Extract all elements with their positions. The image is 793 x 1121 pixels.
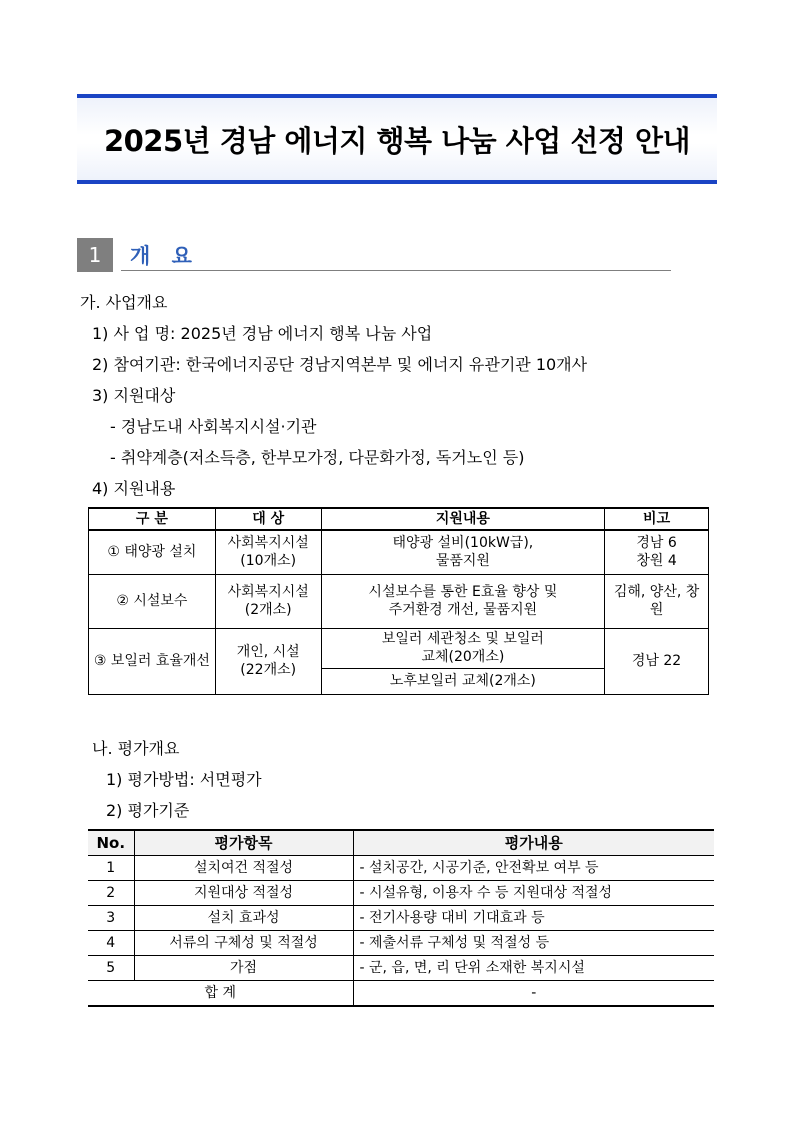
cell-line: 보일러 세관청소 및 보일러 — [381, 631, 544, 647]
overview-item-3b: - 취약계층(저소득층, 한부모가정, 다문화가정, 독거노인 등) — [110, 448, 525, 467]
section-title: 개 요 — [130, 244, 199, 268]
no-cell: 1 — [88, 856, 134, 881]
table-row — [88, 906, 714, 931]
cell-line: 주거환경 개선, 물품지원 — [388, 602, 538, 618]
target-cell — [215, 574, 321, 628]
overview-item-1: 1) 사 업 명: 2025년 경남 에너지 행복 나눔 사업 — [92, 324, 433, 343]
overview-item-4: 4) 지원내용 — [92, 479, 176, 498]
header-cell: No. — [88, 830, 134, 856]
content-cell: - 군, 읍, 면, 리 단위 소재한 복지시설 — [353, 956, 714, 981]
total-value: - — [353, 981, 714, 1007]
evaluation-table — [88, 829, 714, 1007]
cell-line: 경남 6 — [636, 535, 677, 552]
table-row — [88, 881, 714, 906]
item-cell: 가점 — [134, 956, 353, 981]
cell-line: 사회복지시설 — [227, 535, 309, 552]
header-cell: 평가항목 — [134, 830, 353, 856]
table-row — [89, 628, 709, 668]
target-cell — [215, 530, 321, 574]
content-cell — [321, 530, 605, 574]
table-header-row — [88, 830, 714, 856]
category-cell: ② 시설보수 — [89, 574, 216, 628]
evaluation-item-2: 2) 평가기준 — [106, 801, 190, 820]
overview-item-3a: - 경남도내 사회복지시설·기관 — [110, 417, 317, 436]
total-row — [88, 981, 714, 1007]
category-cell: ③ 보일러 효율개선 — [89, 628, 216, 694]
item-cell: 지원대상 적절성 — [134, 881, 353, 906]
table-row — [89, 574, 709, 628]
category-cell: ① 태양광 설치 — [89, 530, 216, 574]
total-label: 합 계 — [88, 981, 353, 1007]
content-cell: - 전기사용량 대비 기대효과 등 — [353, 906, 714, 931]
item-cell: 서류의 구체성 및 적절성 — [134, 931, 353, 956]
cell-line: 태양광 설비(10kW급), — [392, 535, 534, 552]
content-cell: - 설치공간, 시공기준, 안전확보 여부 등 — [353, 856, 714, 881]
content-cell: 노후보일러 교체(2개소) — [321, 668, 605, 694]
cell-line: 물품지원 — [435, 553, 490, 570]
table-row — [89, 530, 709, 574]
header-cell: 평가내용 — [353, 830, 714, 856]
item-cell: 설치여건 적절성 — [134, 856, 353, 881]
section-divider — [121, 270, 671, 271]
cell-line: (2개소) — [244, 602, 292, 618]
cell-line: 교체(20개소) — [421, 649, 505, 665]
cell-line: (10개소) — [240, 553, 297, 570]
table-row — [88, 931, 714, 956]
note-cell: 경남 22 — [605, 628, 709, 694]
evaluation-heading: 나. 평가개요 — [92, 739, 180, 758]
overview-heading: 가. 사업개요 — [80, 293, 168, 312]
content-cell — [321, 574, 605, 628]
cell-line: 사회복지시설 — [227, 584, 309, 600]
content-cell: - 제출서류 구체성 및 적절성 등 — [353, 931, 714, 956]
header-cell: 대 상 — [215, 508, 321, 530]
no-cell: 2 — [88, 881, 134, 906]
table-row — [88, 956, 714, 981]
overview-item-2: 2) 참여기관: 한국에너지공단 경남지역본부 및 에너지 유관기관 10개사 — [92, 355, 588, 374]
cell-line: 개인, 시설 — [236, 644, 300, 660]
title-banner — [77, 94, 717, 184]
header-cell: 구 분 — [89, 508, 216, 530]
target-cell — [215, 628, 321, 694]
evaluation-item-1: 1) 평가방법: 서면평가 — [106, 770, 262, 789]
header-cell: 비고 — [605, 508, 709, 530]
support-table — [88, 507, 709, 695]
cell-line: 시설보수를 통한 E효율 향상 및 — [368, 584, 558, 600]
no-cell: 4 — [88, 931, 134, 956]
cell-line: (22개소) — [240, 662, 297, 678]
cell-line: 창원 4 — [636, 553, 677, 570]
section-number: 1 — [77, 238, 113, 272]
note-cell: 김해, 양산, 창원 — [605, 574, 709, 628]
no-cell: 5 — [88, 956, 134, 981]
header-cell: 지원내용 — [321, 508, 605, 530]
content-cell — [321, 628, 605, 668]
item-cell: 설치 효과성 — [134, 906, 353, 931]
page-title: 2025년 경남 에너지 행복 나눔 사업 선정 안내 — [103, 123, 691, 158]
overview-item-3: 3) 지원대상 — [92, 386, 176, 405]
table-row — [88, 856, 714, 881]
note-cell — [605, 530, 709, 574]
table-header-row — [89, 508, 709, 530]
content-cell: - 시설유형, 이용자 수 등 지원대상 적절성 — [353, 881, 714, 906]
no-cell: 3 — [88, 906, 134, 931]
section-header — [77, 238, 671, 272]
